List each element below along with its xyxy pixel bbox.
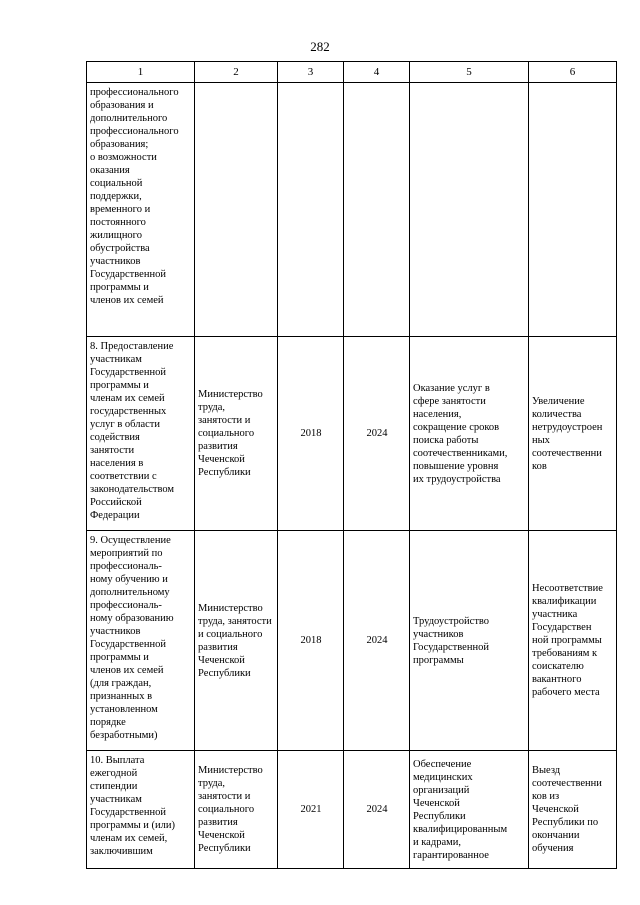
executor-cell: Министерство труда, занятости и социального развития Чеченской Республики	[195, 337, 278, 531]
header-row	[87, 62, 617, 83]
column-header: 5	[410, 62, 529, 83]
executor-cell: Министерство труда, занятости и социального развития Чеченской Республики	[195, 531, 278, 751]
column-header: 3	[278, 62, 344, 83]
start-year-cell: 2021	[278, 751, 344, 869]
column-header: 1	[87, 62, 195, 83]
activity-cell: 9. Осуществление мероприятий по профессиональ- ному обучению и дополнительному профессиональ- ному образованию участников Государственной программы и членов их семей (для граждан, признанных в установленном порядке безработными)	[87, 531, 195, 751]
table-row	[87, 751, 617, 869]
activity-cell: профессионального образования и дополнительного профессионального образования; о возможности оказания социальной поддержки, временного и постоянного жилищного обустройства участников Государственной программы и членов их семей	[87, 83, 195, 337]
activity-cell: 10. Выплата ежегодной стипендии участникам Государственной программы и (или) членам их семей, заключившим	[87, 751, 195, 869]
activity-cell: 8. Предоставление участникам Государственной программы и членам их семей государственных услуг в области содействия занятости населения в соответствии с законодательством Российской Федерации	[87, 337, 195, 531]
column-header: 6	[529, 62, 617, 83]
result-cell: Оказание услуг в сфере занятости населения, сокращение сроков поиска работы соотечественниками, повышение уровня их трудоустройства	[410, 337, 529, 531]
result-cell: Обеспечение медицинских организаций Чеченской Республики квалифицированным и кадрами, гарантированное	[410, 751, 529, 869]
column-header: 4	[344, 62, 410, 83]
page-number: 282	[310, 39, 330, 54]
column-header: 2	[195, 62, 278, 83]
end-year-cell	[344, 83, 410, 337]
start-year-cell: 2018	[278, 337, 344, 531]
risk-cell: Несоответствие квалификации участника Государствен ной программы требованиям к соискателю вакантного рабочего места	[529, 531, 617, 751]
end-year-cell: 2024	[344, 337, 410, 531]
end-year-cell: 2024	[344, 751, 410, 869]
table-row	[87, 337, 617, 531]
risk-cell: Увеличение количества нетрудоустроен ных соотечественни ков	[529, 337, 617, 531]
table-row	[87, 83, 617, 337]
risk-cell: Выезд соотечественни ков из Чеченской Республики по окончании обучения	[529, 751, 617, 869]
program-activities-table	[86, 61, 617, 869]
executor-cell: Министерство труда, занятости и социального развития Чеченской Республики	[195, 751, 278, 869]
result-cell	[410, 83, 529, 337]
risk-cell	[529, 83, 617, 337]
end-year-cell: 2024	[344, 531, 410, 751]
result-cell: Трудоустройство участников Государственной программы	[410, 531, 529, 751]
start-year-cell: 2018	[278, 531, 344, 751]
start-year-cell	[278, 83, 344, 337]
table-row	[87, 531, 617, 751]
executor-cell	[195, 83, 278, 337]
